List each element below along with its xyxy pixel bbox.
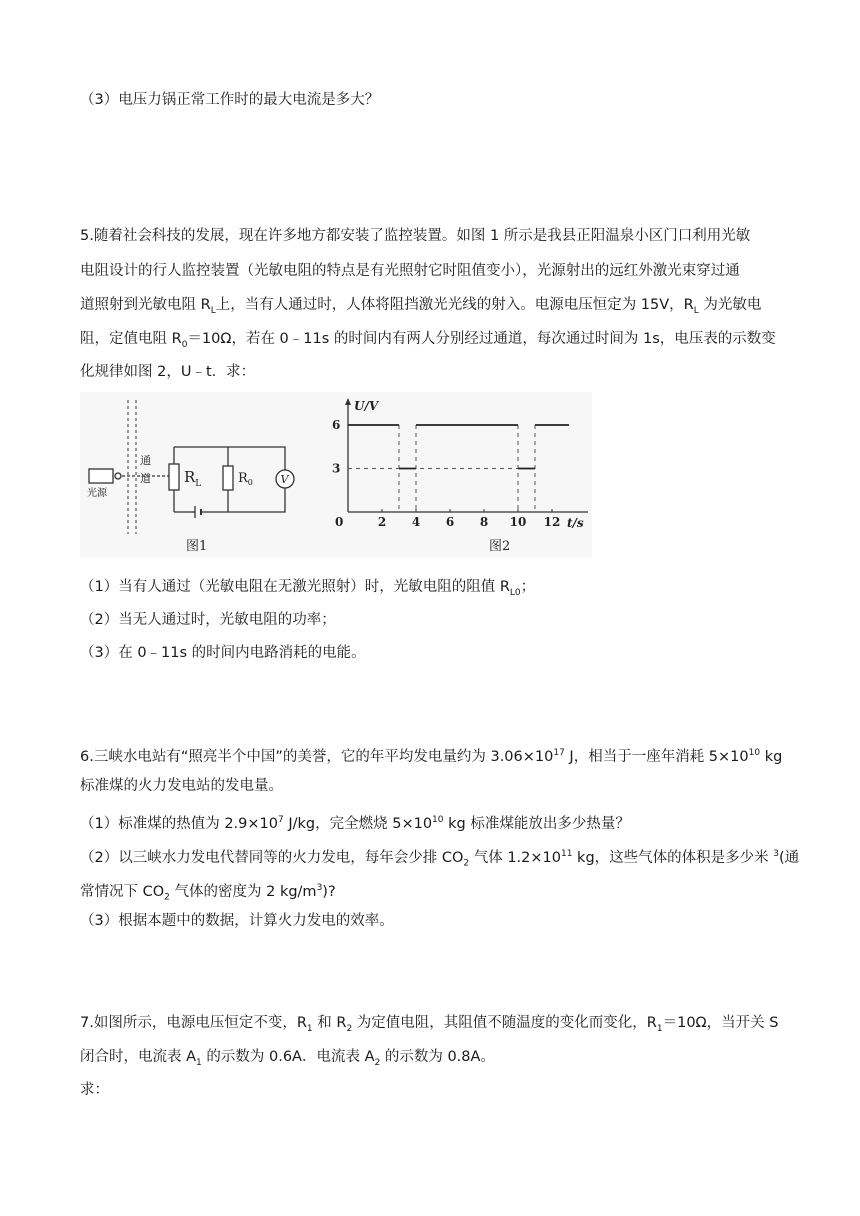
q5-line1: 5.随着社会科技的发展，现在许多地方都安装了监控装置。如图 1 所示是我县正阳温泉小区门口利用光敏	[80, 228, 751, 244]
q6-line2: 标准煤的火力发电站的发电量。	[80, 778, 283, 794]
q6-part3: （3）根据本题中的数据，计算火力发电的效率。	[80, 913, 394, 929]
x-tick-label: 0	[335, 515, 344, 529]
x-tick-label: 6	[445, 515, 455, 529]
q5-line4: 阻，定值电阻 $R_0=10\Omega$，若在 0﹣11s 的时间内有两人分别经过通道，每次通过时间为 1s，电压表的示数变	[80, 331, 776, 350]
q5-line2: 电阻设计的行人监控装置（光敏电阻的特点是有光照射它时阻值变小），光源射出的远红外激光束穿过通	[80, 263, 740, 279]
q7-line3: 求：	[80, 1082, 109, 1098]
q5-part2: （2）当无人通过时，光敏电阻的功率；	[80, 612, 336, 628]
fig1-caption: 图1	[186, 539, 208, 554]
rl-resistor	[169, 464, 179, 490]
channel-label-1: 通	[140, 454, 151, 467]
x-axis-label: t/s	[567, 516, 584, 530]
x-tick-label: 4	[411, 515, 421, 529]
y-axis-label: U/V	[354, 399, 379, 413]
voltmeter-label: V	[280, 473, 289, 486]
x-tick-label: 10	[509, 515, 527, 529]
q6-part2-line2: 常情况下 $CO_2$ 气体的密度为 2 $kg/m^3$)?	[80, 883, 336, 903]
r0-resistor	[223, 466, 233, 490]
q5-part3: （3）在 0﹣11s 的时间内电路消耗的电能。	[80, 645, 366, 661]
q4-part3: （3）电压力锅正常工作时的最大电流是多大？	[80, 92, 380, 108]
q7-line2: 闭合时，电流表 $A_1$ 的示数为 0.6A．电流表 $A_2$ 的示数为 0.8A。	[80, 1049, 495, 1068]
light-source-box	[89, 469, 113, 483]
figures-svg	[80, 392, 592, 558]
q6-part1: （1）标准煤的热值为 $2.9\times 10^7$ J/kg，完全燃烧 $5\times 10^{10}$ kg 标准煤能放出多少热量？	[80, 815, 630, 832]
y-tick-label: 6	[332, 418, 341, 432]
r0-label: $R_0$	[238, 471, 253, 487]
fig2-caption: 图2	[489, 539, 511, 554]
rl-label: $R_L$	[184, 468, 202, 489]
q7-line1: 7.如图所示，电源电压恒定不变，$R_1$ 和 $R_2$ 为定值电阻，其阻值不随温度的变化而变化，$R_1=10\Omega$，当开关 S	[80, 1015, 779, 1034]
channel-label-2: 道	[140, 472, 151, 485]
light-source-label: 光源	[87, 488, 107, 499]
figures-q5	[80, 392, 592, 558]
q6-line1: 6.三峡水电站有“照亮半个中国”的美誉，它的年平均发电量约为 $3.06\times 10^{17}$ J，相当于一座年消耗 $5\times 10^{10}$ kg	[80, 748, 783, 765]
x-tick-label: 8	[479, 515, 489, 529]
y-tick-label: 3	[332, 461, 341, 476]
q5-part1: （1）当有人通过（光敏电阻在无激光照射）时，光敏电阻的阻值 $R_{L0}$；	[80, 579, 536, 598]
q6-part2: （2）以三峡水力发电代替同等的火力发电，每年会少排 $CO_2$ 气体 $1.2\times 10^{11}$ kg，这些气体的体积是多少米 $^3$(通	[80, 849, 800, 869]
x-tick-label: 12	[543, 515, 561, 529]
x-tick-label: 2	[377, 515, 387, 529]
q5-line5: 化规律如图 2，U﹣t．求：	[80, 364, 256, 380]
q5-line3: 道照射到光敏电阻 $R_L$上，当有人通过时，人体将阻挡激光光线的射入。电源电压恒定为 15V，$R_L$ 为光敏电	[80, 297, 762, 316]
